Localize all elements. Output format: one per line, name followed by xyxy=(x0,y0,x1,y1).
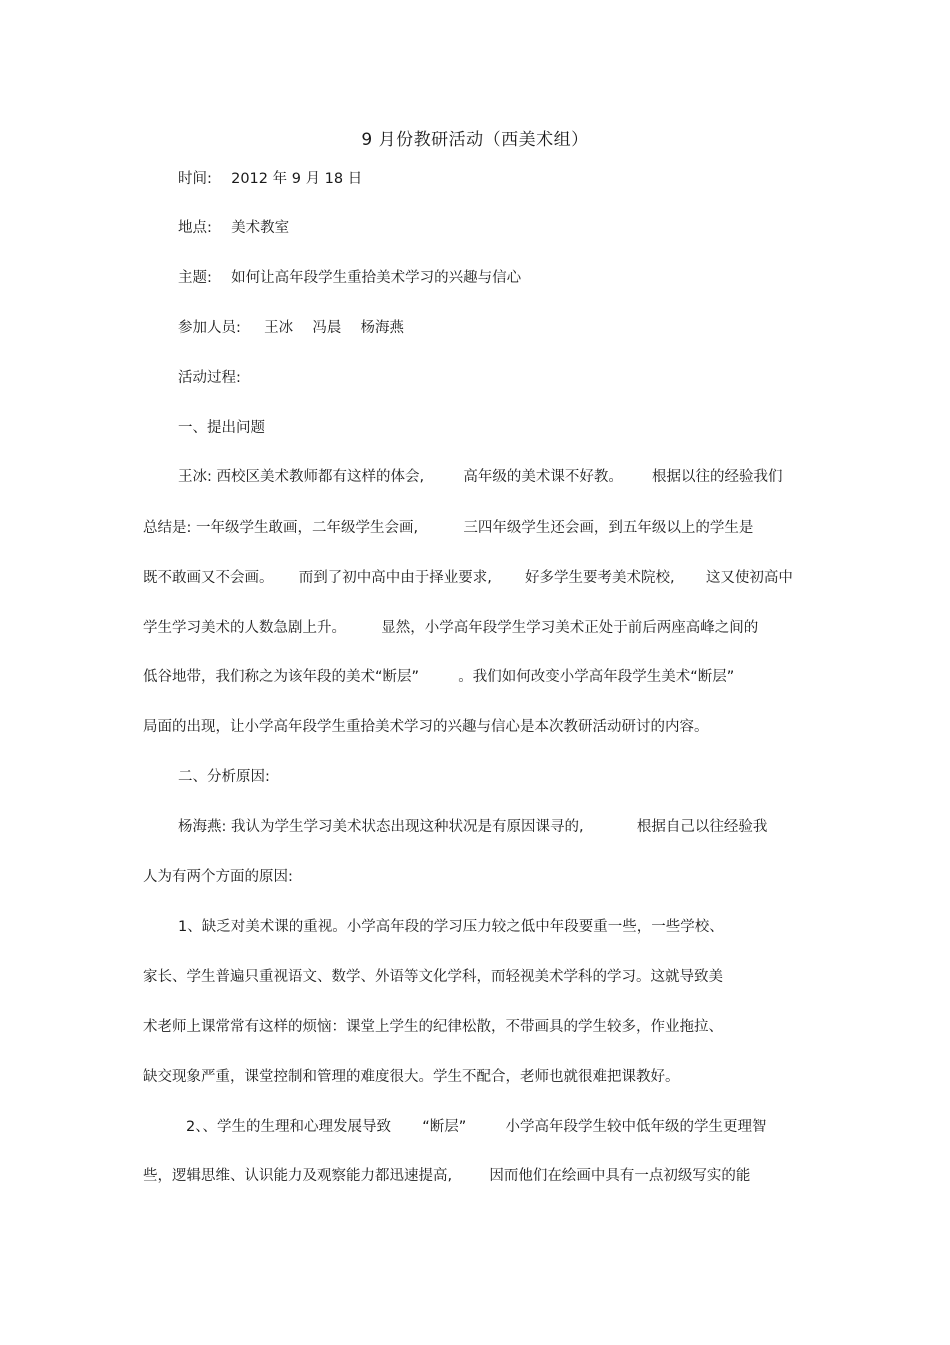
paragraph-line xyxy=(143,867,293,887)
paragraph-line xyxy=(143,568,793,588)
paragraph-line xyxy=(143,1166,750,1186)
paragraph-line xyxy=(143,667,734,687)
place-label: 地点: xyxy=(178,220,212,236)
text-run: 家长、学生普遍只重视语文、数学、外语等文化学科，而轻视美术学科的学习。这就导致美 xyxy=(143,969,723,985)
text-run: 低谷地带，我们称之为该年段的美术“断层” xyxy=(143,669,420,685)
text-run: 杨海燕: 我认为学生学习美术状态出现这种状况是有原因课寻的, xyxy=(178,819,584,835)
paragraph-line xyxy=(178,817,767,837)
text-run: 。我们如何改变小学高年段学生美术“断层” xyxy=(458,669,735,685)
text-run: 既不敢画又不会画。 xyxy=(143,570,274,586)
participants-label: 参加人员: xyxy=(178,320,241,336)
paragraph-line xyxy=(178,917,724,937)
text-run: 人为有两个方面的原因: xyxy=(143,869,293,885)
place-line xyxy=(178,218,289,238)
paragraph-line xyxy=(143,1017,723,1037)
document-title: 9 月份教研活动（西美术组） xyxy=(361,130,589,150)
text-run: 高年级的美术课不好教。 xyxy=(463,469,623,485)
topic-line xyxy=(178,268,521,288)
section1-heading: 一、提出问题 xyxy=(178,420,265,436)
participants-line xyxy=(178,318,404,338)
text-run: 些，逻辑思维、认识能力及观察能力都迅速提高, xyxy=(143,1168,453,1184)
paragraph-line xyxy=(178,467,783,487)
text-run: 小学高年段学生较中低年级的学生更理智 xyxy=(505,1119,767,1135)
text-run: 王冰: 西校区美术教师都有这样的体会, xyxy=(178,469,425,485)
text-run: 三四年级学生还会画，到五年级以上的学生是 xyxy=(463,520,754,536)
time-value: 2012 年 9 月 18 日 xyxy=(231,171,363,187)
text-run: “断层” xyxy=(422,1119,467,1135)
paragraph-line xyxy=(186,1117,766,1137)
text-run: 因而他们在绘画中具有一点初级写实的能 xyxy=(489,1168,751,1184)
process-label: 活动过程: xyxy=(178,370,241,386)
paragraph-line xyxy=(143,618,758,638)
topic-label: 主题: xyxy=(178,270,212,286)
text-run: 1、缺乏对美术课的重视。小学高年段的学习压力较之低中年段要重一些，一些学校、 xyxy=(178,919,724,935)
text-run: 显然，小学高年段学生学习美术正处于前后两座高峰之间的 xyxy=(381,620,759,636)
section2-heading: 二、分析原因: xyxy=(178,769,270,785)
text-run: 根据自己以往经验我 xyxy=(636,819,768,835)
participant-name: 冯晨 xyxy=(312,320,342,336)
text-run: 而到了初中高中由于择业要求, xyxy=(298,570,492,586)
text-run: 这又使初高中 xyxy=(705,570,793,586)
text-run: 总结是: 一年级学生敢画，二年级学生会画, xyxy=(143,520,419,536)
paragraph-line xyxy=(143,1067,680,1087)
text-run: 好多学生要考美术院校, xyxy=(525,570,675,586)
paragraph-line xyxy=(143,967,723,987)
participant-name: 王冰 xyxy=(264,320,294,336)
text-run: 根据以往的经验我们 xyxy=(652,469,783,485)
text-run: 2、、学生的生理和心理发展导致 xyxy=(186,1119,391,1135)
text-run: 术老师上课常常有这样的烦恼：课堂上学生的纪律松散，不带画具的学生较多，作业拖拉、 xyxy=(143,1019,723,1035)
paragraph-line xyxy=(143,518,753,538)
time-line xyxy=(178,169,362,189)
text-run: 缺交现象严重，课堂控制和管理的难度很大。学生不配合，老师也就很难把课教好。 xyxy=(143,1069,680,1085)
place-value: 美术教室 xyxy=(231,220,290,236)
paragraph-line xyxy=(143,717,709,737)
participant-name: 杨海燕 xyxy=(360,320,405,336)
time-label: 时间: xyxy=(178,171,212,187)
topic-value: 如何让高年段学生重拾美术学习的兴趣与信心 xyxy=(231,270,522,286)
text-run: 局面的出现，让小学高年段学生重拾美术学习的兴趣与信心是本次教研活动研讨的内容。 xyxy=(143,719,709,735)
text-run: 学生学习美术的人数急剧上升。 xyxy=(143,620,346,636)
